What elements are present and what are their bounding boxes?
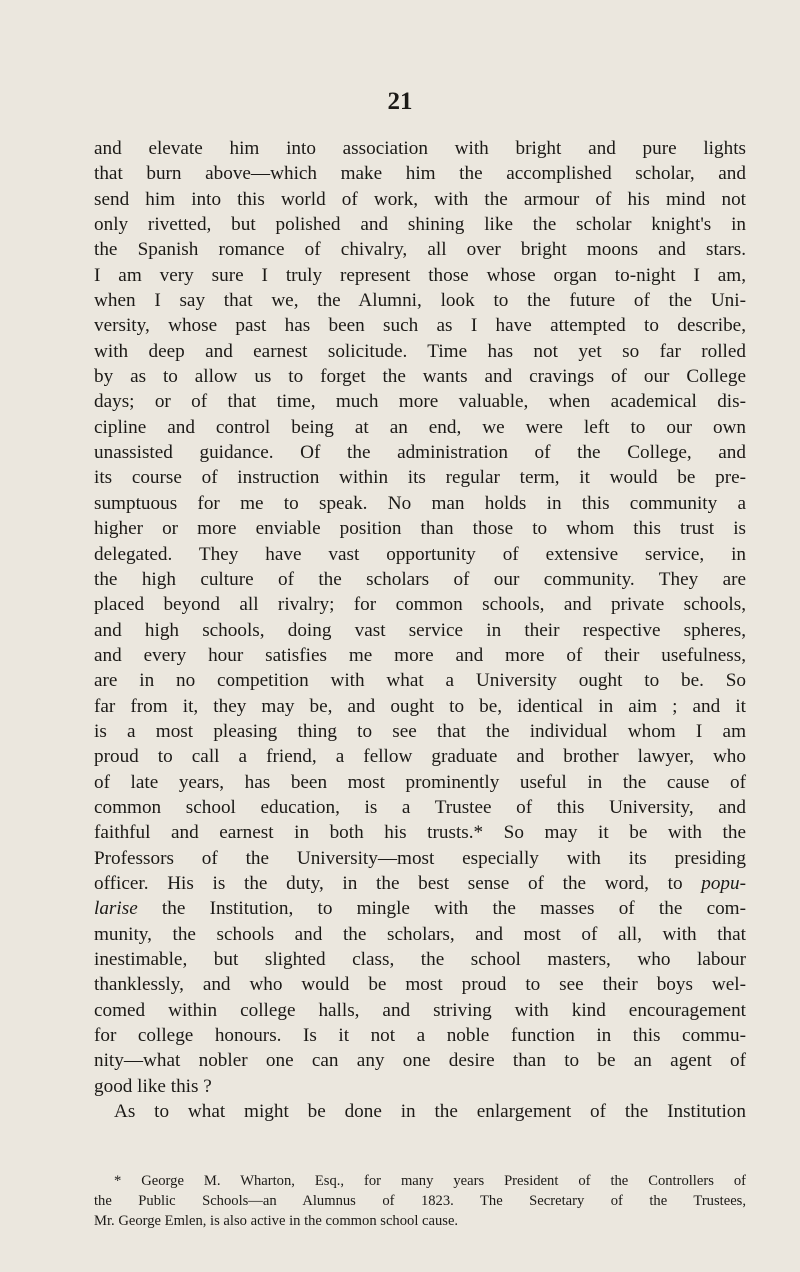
text-line: nity—what nobler one can any one desire than to be an agent of [94, 1050, 746, 1072]
text-line: placed beyond all rivalry; for common schools, and private schools, [94, 594, 746, 616]
text-line: versity, whose past has been such as I have attempted to describe, [94, 315, 746, 337]
text-line: I am very sure I truly represent those whose organ to-night I am, [94, 264, 746, 286]
text-line: unassisted guidance. Of the administration of the College, and [94, 442, 746, 464]
page-number: 21 [387, 88, 413, 115]
paragraph-end-line: good like this ? [94, 1075, 212, 1097]
text-line: far from it, they may be, and ought to be, identical in aim ; and it [94, 695, 746, 717]
text-line: with deep and earnest solicitude. Time has not yet so far rolled [94, 340, 746, 362]
text-line: sumptuous for me to speak. No man holds in this community a [94, 492, 746, 514]
text-line: higher or more enviable position than those to whom this trust is [94, 518, 746, 540]
italic-word: popu- [701, 872, 746, 894]
text-line: delegated. They have vast opportunity of extensive service, in [94, 543, 746, 565]
text-line: that burn above—which make him the accomplished scholar, and [94, 163, 746, 185]
text-line: by as to allow us to forget the wants and cravings of our College [94, 366, 746, 388]
italic-word: larise [94, 898, 138, 920]
text-line: days; or of that time, much more valuable, when academical dis- [94, 391, 746, 413]
text-line: and high schools, doing vast service in their respective spheres, [94, 619, 746, 641]
paragraph-1 [94, 136, 746, 1099]
text-line: faithful and earnest in both his trusts.* So may it be with the [94, 822, 746, 844]
text-segment: the Institution, to mingle with the masses of the com- [137, 898, 746, 920]
text-line: the high culture of the scholars of our community. They are [94, 568, 746, 590]
text-line-with-italic [94, 896, 746, 921]
text-line: for college honours. Is it not a noble function in this commu- [94, 1025, 746, 1047]
text-line: proud to call a friend, a fellow graduate and brother lawyer, who [94, 746, 746, 768]
footnote-line: * George M. Wharton, Esq., for many years President of the Controllers of [114, 1173, 746, 1189]
footnote [94, 1171, 746, 1231]
text-line: is a most pleasing thing to see that the individual whom I am [94, 720, 746, 742]
text-line: of late years, has been most prominently useful in the cause of [94, 771, 746, 793]
text-line: and every hour satisfies me more and more of their usefulness, [94, 644, 746, 666]
text-line: inestimable, but slighted class, the school masters, who labour [94, 949, 746, 970]
text-line: when I say that we, the Alumni, look to the future of the Uni- [94, 290, 746, 312]
text-line: are in no competition with what a University ought to be. So [94, 670, 746, 692]
footnote-line: the Public Schools—an Alumnus of 1823. The Secretary of the Trustees, [94, 1193, 746, 1209]
footnote-line: Mr. George Emlen, is also active in the common school cause. [94, 1213, 459, 1229]
text-line: send him into this world of work, with the armour of his mind not [94, 188, 746, 210]
text-line: thanklessly, and who would be most proud to see their boys wel- [94, 974, 746, 996]
text-line: and elevate him into association with bright and pure lights [94, 138, 746, 159]
text-line-with-italic [94, 871, 746, 896]
text-line: comed within college halls, and striving with kind encouragement [94, 999, 746, 1021]
text-line: As to what might be done in the enlargement of the Institution [114, 1101, 746, 1123]
text-line: munity, the schools and the scholars, and most of all, with that [94, 923, 746, 945]
text-segment: officer. His is the duty, in the best sense of the word, to [94, 872, 683, 894]
text-line: its course of instruction within its regular term, it would be pre- [94, 467, 746, 489]
body-text [94, 136, 746, 1124]
text-line: the Spanish romance of chivalry, all over bright moons and stars. [94, 239, 746, 261]
text-line: common school education, is a Trustee of this University, and [94, 796, 746, 818]
text-line: cipline and control being at an end, we were left to our own [94, 416, 746, 438]
paragraph-2 [94, 1099, 746, 1124]
text-line: Professors of the University—most especially with its presiding [94, 847, 746, 869]
text-line: only rivetted, but polished and shining like the scholar knight's in [94, 214, 746, 236]
